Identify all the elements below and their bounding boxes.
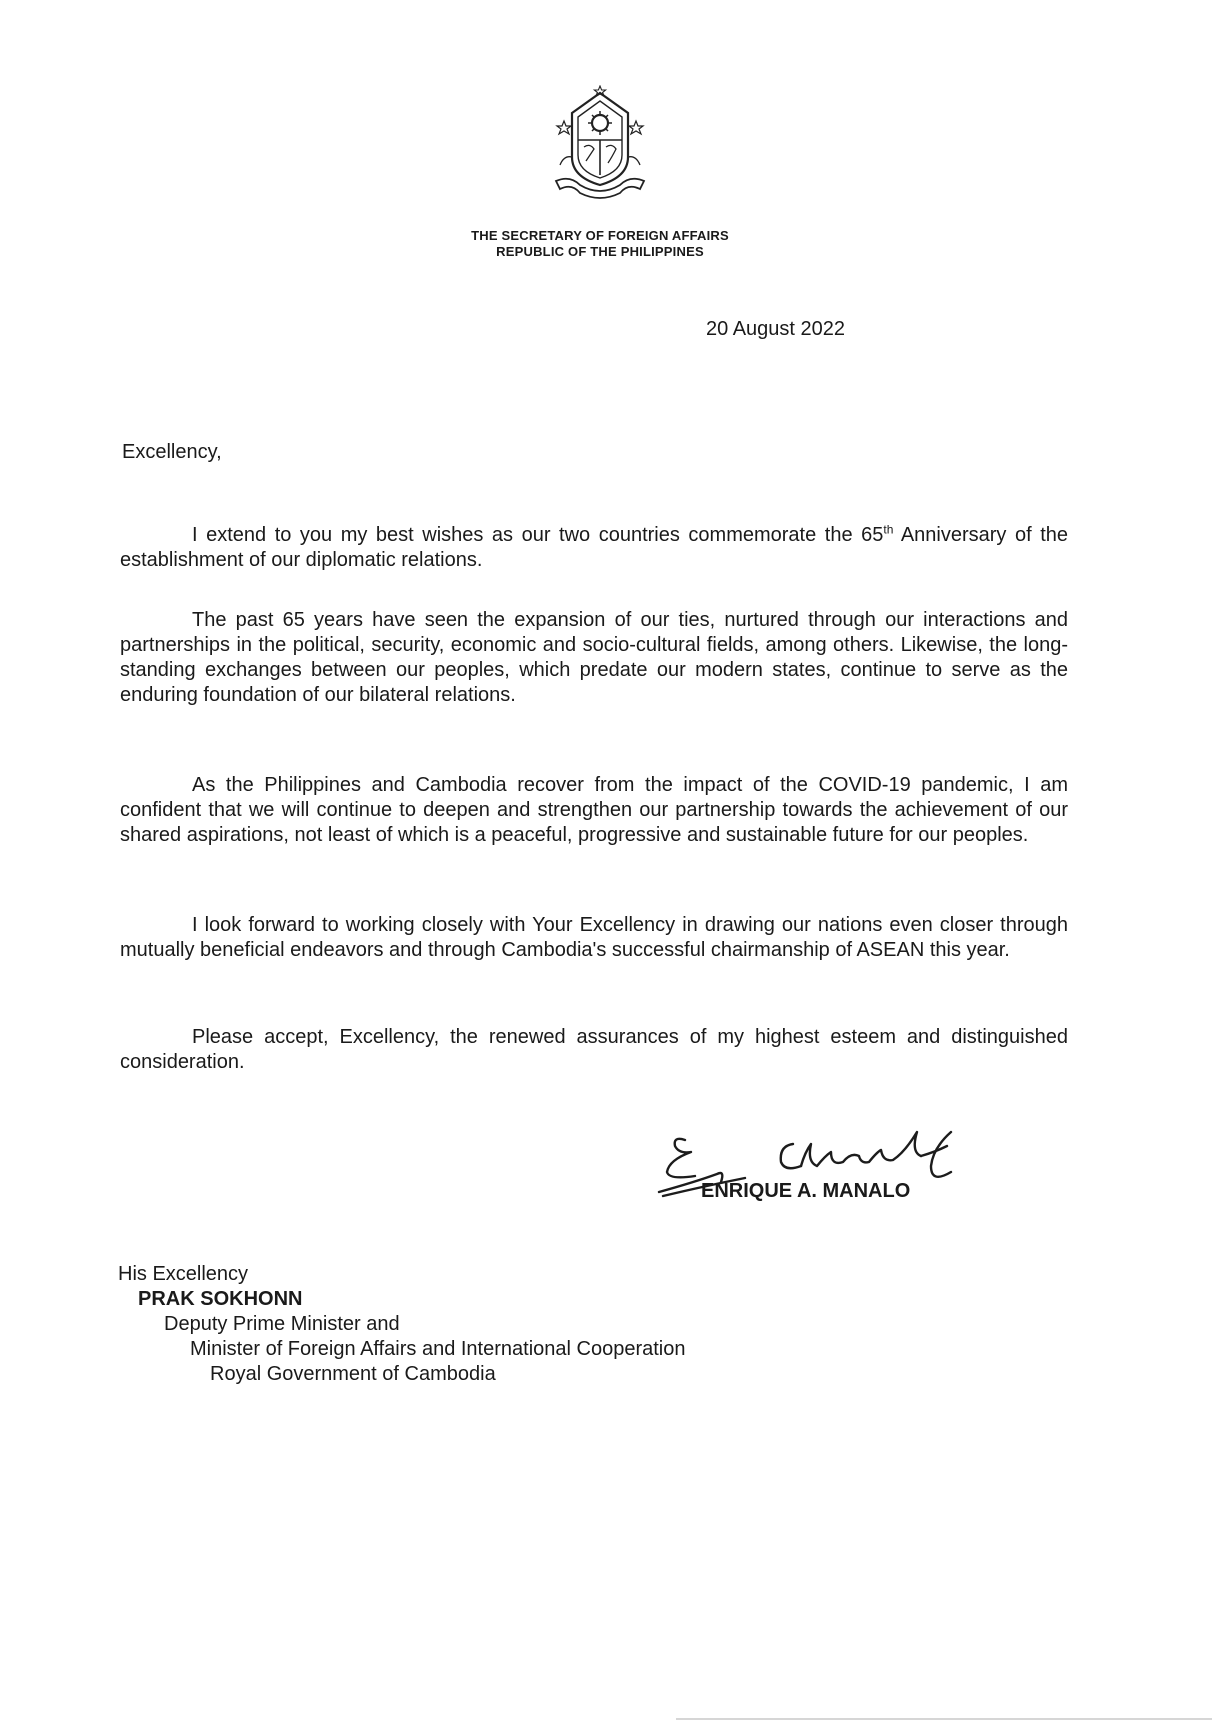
letterhead-country: REPUBLIC OF THE PHILIPPINES — [496, 244, 704, 259]
recipient-organization: Royal Government of Cambodia — [210, 1363, 496, 1385]
signatory-name: ENRIQUE A. MANALO — [701, 1180, 911, 1202]
paragraph-3: As the Philippines and Cambodia recover from the impact of the COVID-19 pandemic, I am confident that we will continue to deepen and strengthen our partnership towards the achievement of our shared aspirations, not least of which is a peaceful, progressive and sustainable future for our peoples. — [120, 774, 1068, 846]
ordinal-superscript: th — [883, 522, 894, 537]
paragraph-1-text-cont: Anniversary of the establishment of our diplomatic relations. — [120, 524, 1068, 571]
paragraph-4: I look forward to working closely with Your Excellency in drawing our nations even closer through mutually beneficial endeavors and through Cambodia's successful chairmanship of ASEAN this year. — [120, 914, 1068, 961]
recipient-name: PRAK SOKHONN — [138, 1288, 303, 1310]
paragraph-1 — [120, 523, 1068, 573]
letterhead — [400, 228, 800, 260]
salutation: Excellency, — [122, 441, 222, 463]
letter-date: 20 August 2022 — [706, 318, 846, 340]
coat-of-arms-seal-icon — [550, 85, 650, 200]
recipient-honorific: His Excellency — [118, 1263, 249, 1285]
recipient-title-line-1: Deputy Prime Minister and — [164, 1313, 400, 1335]
letterhead-office: THE SECRETARY OF FOREIGN AFFAIRS — [471, 228, 729, 243]
paragraph-5: Please accept, Excellency, the renewed assurances of my highest esteem and distinguished consideration. — [120, 1026, 1068, 1073]
recipient-block — [118, 1262, 685, 1387]
recipient-title-line-2: Minister of Foreign Affairs and International Cooperation — [190, 1338, 686, 1360]
paragraph-1-text: I extend to you my best wishes as our two countries commemorate the 65 — [192, 524, 884, 546]
paragraph-2: The past 65 years have seen the expansion of our ties, nurtured through our interactions and partnerships in the political, security, economic and socio-cultural fields, among others. Likewise, the long-standing exchanges between our peoples, which predate our modern states, continue to serve as the enduring foundation of our bilateral relations. — [120, 609, 1068, 706]
scan-edge-divider — [676, 1718, 1212, 1720]
